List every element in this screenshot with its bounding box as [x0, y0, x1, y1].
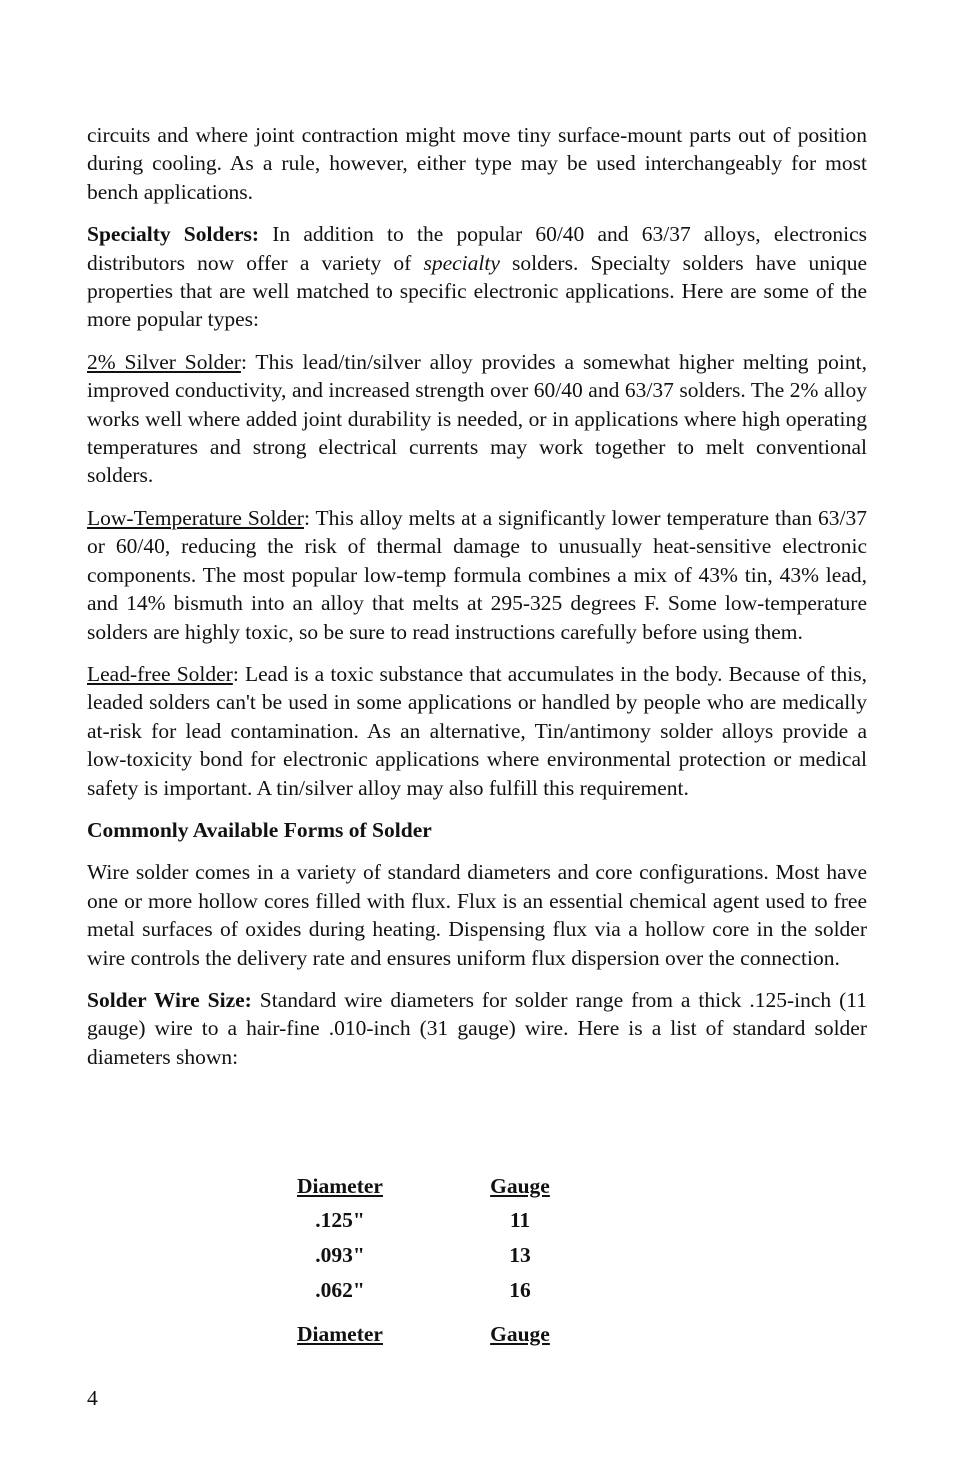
table-cell-diameter: .062" [315, 1278, 365, 1302]
paragraph-intro: circuits and where joint contraction might move tiny surface-mount parts out of position during cooling. As a rule, however, either type may be used interchangeably for most bench applications. [87, 123, 867, 204]
table-row [87, 1243, 867, 1273]
specialty-solders-heading: Specialty Solders: [87, 222, 260, 247]
paragraph-lead-free-solder: Lead-free Solder: Lead is a toxic substance that accumulates in the body. Because of this, leaded solders can't be used in some applications or handled by people who are medically at-risk for lead contamination. As an alternative, Tin/antimony solder alloys provide a low-toxicity bond for electronic applications where environmental protection or medical safety is important. A tin/silver alloy may also fulfill this requirement. [87, 661, 867, 800]
table-footer-header-row [87, 1322, 867, 1352]
table-cell-gauge: 13 [509, 1243, 531, 1267]
table-row [87, 1278, 867, 1308]
table-cell-gauge: 16 [509, 1278, 531, 1302]
page-number: 4 [87, 1386, 98, 1410]
table-row [87, 1208, 867, 1238]
table-footer-gauge: Gauge [490, 1322, 550, 1346]
section-heading-forms: Commonly Available Forms of Solder [87, 817, 432, 842]
diameter-gauge-table [87, 1174, 867, 1354]
paragraph-wire-solder: Wire solder comes in a variety of standard diameters and core configurations. Most have one or more hollow cores filled with flux. Flux is an essential chemical agent used to free metal surfaces of oxides during heating. Dispensing flux via a hollow core in the solder wire controls the delivery rate and ensures uniform flux dispersion over the connection. [87, 860, 867, 970]
low-temp-solder-term: Low-Temperature Solder [87, 505, 304, 530]
silver-solder-term: 2% Silver Solder [87, 349, 241, 374]
paragraph-silver-solder: 2% Silver Solder: This lead/tin/silver alloy provides a somewhat higher melting point, improved conductivity, and increased strength over 60/40 and 63/37 solders. The 2% alloy works well where added joint durability is needed, or in applications where high operating temperatures and strong electrical currents may work together to melt conventional solders. [87, 349, 867, 488]
table-header-diameter: Diameter [297, 1174, 383, 1198]
specialty-emphasis: specialty [423, 250, 500, 275]
paragraph-low-temp-solder: Low-Temperature Solder: This alloy melts at a significantly lower temperature than 63/37 or 60/40, reducing the risk of thermal damage to unusually heat-sensitive electronic components. The most popular low-temp formula combines a mix of 43% tin, 43% lead, and 14% bismuth into an alloy that melts at 295-325 degrees F. Some low-temperature solders are highly toxic, so be sure to read instructions carefully before using them. [87, 505, 867, 644]
table-cell-gauge: 11 [509, 1208, 531, 1232]
table-header-gauge: Gauge [490, 1174, 550, 1198]
table-cell-diameter: .093" [315, 1243, 365, 1267]
paragraph-specialty-solders: Specialty Solders: In addition to the popular 60/40 and 63/37 alloys, electronics distributors now offer a variety of specialty solders. Specialty solders have unique properties that are well matched to specific electronic applications. Here are some of the more popular types: [87, 222, 867, 332]
table-cell-diameter: .125" [315, 1208, 365, 1232]
page-body [87, 121, 867, 1085]
table-footer-diameter: Diameter [297, 1322, 383, 1346]
paragraph-wire-size: Solder Wire Size: Standard wire diameters for solder range from a thick .125-inch (11 gauge) wire to a hair-fine .010-inch (31 gauge) wire. Here is a list of standard solder diameters shown: [87, 987, 867, 1069]
wire-size-heading: Solder Wire Size: [87, 987, 252, 1012]
table-header-row [87, 1174, 867, 1204]
lead-free-solder-term: Lead-free Solder [87, 661, 233, 686]
